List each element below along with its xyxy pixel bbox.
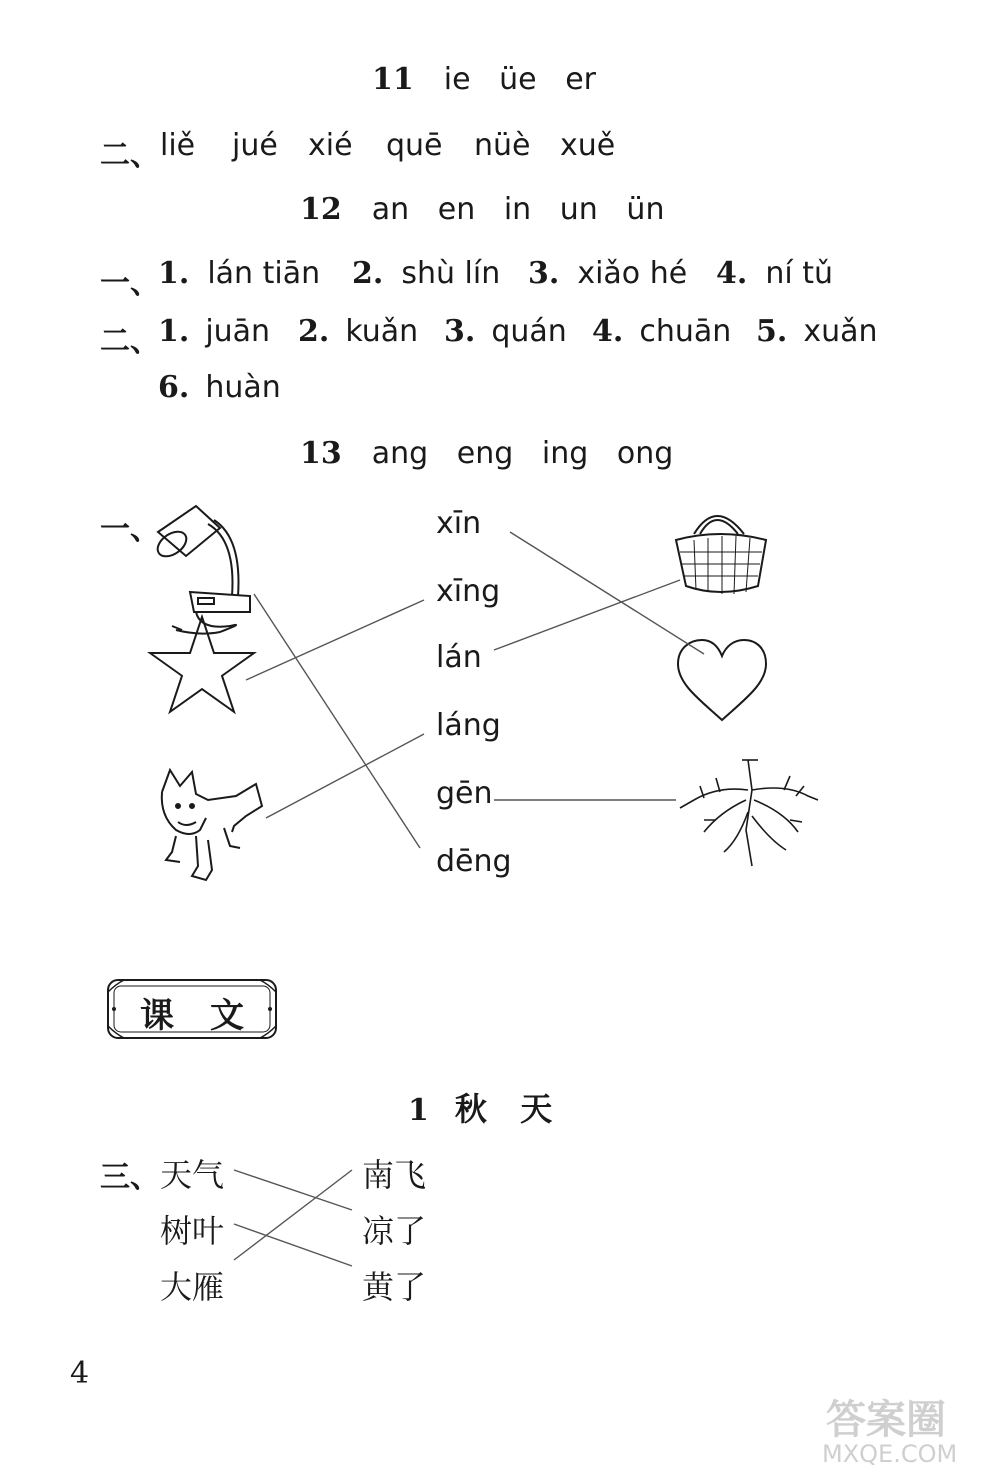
section-12-q2-item: 4. chuān (592, 314, 732, 349)
section-12-q2-item: 5. xuǎn (756, 314, 878, 349)
section-13-finals: ang eng ing ong (371, 436, 674, 471)
lesson-1-number: 1 (408, 1093, 429, 1128)
root-icon (680, 760, 818, 866)
section-13-match-lines (246, 532, 704, 848)
heart-icon (678, 640, 766, 720)
lesson-1-title (408, 1084, 552, 1130)
star-icon (150, 617, 254, 712)
section-12-q2-prefix: 二、 (100, 324, 160, 359)
match-word: xīng (436, 574, 501, 609)
section-12-finals: an en in un ün (371, 192, 665, 227)
section-13-number: 13 (300, 436, 342, 471)
section-13-q1-prefix: 一、 (100, 512, 160, 547)
match-word: dēng (436, 844, 512, 879)
lesson-1-left-word: 天气 (160, 1156, 225, 1194)
section-12-number: 12 (300, 192, 342, 227)
lesson-1-q3-prefix: 三、 (100, 1160, 160, 1195)
watermark-url: MXQE.COM (822, 1440, 958, 1468)
section-11-number: 11 (372, 62, 414, 97)
section-12-q1-item: 2. shù lín (352, 256, 501, 291)
page-number: 4 (70, 1356, 90, 1391)
section-12-q2-item: 2. kuǎn (298, 314, 419, 349)
match-word: láng (436, 708, 501, 743)
match-word: gēn (436, 776, 493, 811)
wolf-icon (162, 770, 262, 880)
section-11-finals: ie üe er (443, 62, 597, 97)
section-11-q2-item: jué (232, 128, 278, 163)
lesson-1-right-word: 黄了 (362, 1268, 427, 1306)
section-12-q1-item: 3. xiǎo hé (528, 256, 688, 291)
lesson-1-right-word: 南飞 (362, 1156, 427, 1194)
section-11-q2-item: nüè (474, 128, 531, 163)
watermark-logo: 答案圈 (826, 1397, 946, 1443)
section-11-q2-item: quē (386, 128, 443, 163)
lamp-icon (153, 506, 250, 634)
section-12-q2-item: 1. juān (158, 314, 271, 349)
lesson-1-right-word: 凉了 (362, 1212, 427, 1250)
section-12-q2-item: 3. quán (444, 314, 567, 349)
section-12-q2-item: 6. huàn (158, 370, 281, 405)
section-12-q1-prefix: 一、 (100, 266, 160, 301)
match-word: xīn (436, 506, 482, 541)
match-word: lán (436, 640, 482, 675)
lesson-1-left-word: 大雁 (160, 1268, 225, 1306)
section-11-q2-item: xié (308, 128, 353, 163)
section-11-q2-prefix: 二、 (100, 138, 160, 173)
section-11-q2-item: xuě (560, 128, 616, 163)
lesson-1-name: 秋 天 (454, 1090, 553, 1128)
section-12-q1-item: 4. ní tǔ (716, 256, 833, 291)
lesson-1-left-word: 树叶 (160, 1212, 225, 1250)
basket-icon (676, 516, 766, 594)
section-11-q2-item: liě (160, 128, 196, 163)
section-12-q1-item: 1. lán tiān (158, 256, 321, 291)
lesson-badge-label: 课文 (140, 996, 280, 1036)
lesson-1-match-lines (234, 1170, 352, 1266)
